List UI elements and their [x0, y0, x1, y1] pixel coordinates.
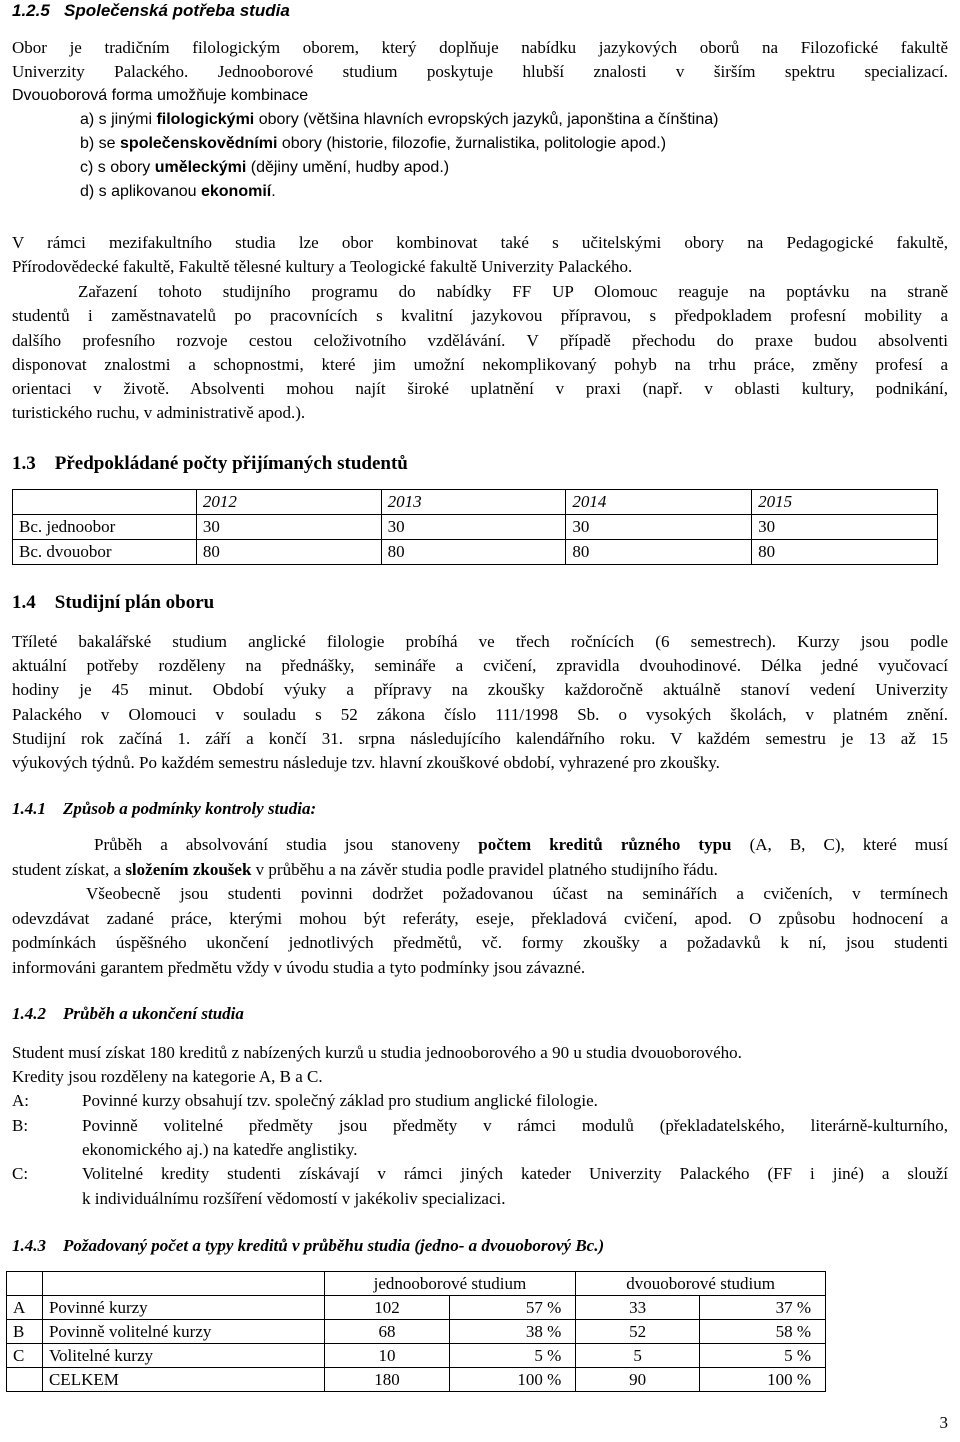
paragraph-line: Univerzity Palackého. Jednooborové studium poskytuje hlubší znalosti v širším spektru specializací. [12, 62, 948, 81]
section-number: 1.3 [12, 453, 36, 474]
category-label-b: B: [12, 1116, 29, 1135]
paragraph-line: Kredity jsou rozděleny na kategorie A, B a C. [12, 1067, 323, 1086]
list-intro: Dvouoborová forma umožňuje kombinace [12, 87, 309, 104]
paragraph-line: Přírodovědecké fakultě, Fakultě tělesné kultury a Teologické fakultě Univerzity Palackého. [12, 257, 633, 276]
section-heading-1-4 [12, 592, 214, 614]
paragraph-line: informováni garantem předmětu vždy v úvodu studia a tyto podmínky jsou závazné. [12, 958, 586, 977]
section-number: 1.2.5 [12, 1, 50, 20]
table-cell: 30 [566, 515, 752, 540]
table-cell: 80 [196, 540, 381, 565]
row-code: C [7, 1344, 43, 1368]
section-heading-1-2-5 [12, 1, 290, 21]
row-code: A [7, 1296, 43, 1320]
table-cell: 58 % [700, 1320, 826, 1344]
table-cell: 52 [576, 1320, 700, 1344]
table-header-row [7, 1272, 826, 1296]
table-cell: 10 [324, 1344, 450, 1368]
paragraph-line: výukových týdnů. Po každém semestru následuje tzv. hlavní zkouškové období, vyhrazené pro zkoušky. [12, 753, 720, 772]
section-heading-1-3 [12, 453, 408, 475]
section-title: Způsob a podmínky kontroly studia: [63, 799, 317, 818]
section-title: Požadovaný počet a typy kreditů v průběhu studia (jedno- a dvouoborový Bc.) [63, 1236, 605, 1255]
paragraph-line: student získat, a složením zkoušek v průběhu a na závěr studia podle pravidel platného studijního řádu. [12, 860, 718, 879]
table-cell: 37 % [700, 1296, 826, 1320]
section-number: 1.4.2 [12, 1004, 46, 1023]
table-cell: 90 [576, 1368, 700, 1392]
column-header-single: jednooborové studium [324, 1272, 576, 1296]
table-cell: 100 % [700, 1368, 826, 1392]
table-cell: 80 [381, 540, 566, 565]
paragraph-line: Studijní rok začíná 1. září a končí 31. srpna následujícího kalendářního roku. V každém semestru je 13 až 15 [12, 729, 948, 748]
table-cell: 33 [576, 1296, 700, 1320]
column-header-double: dvouoborové studium [576, 1272, 826, 1296]
table-corner-cell [13, 490, 197, 515]
paragraph-line: Obor je tradičním filologickým oborem, který doplňuje nabídku jazykových oborů na Filozofické fakultě [12, 38, 948, 57]
table-row [7, 1296, 826, 1320]
paragraph-line: Průběh a absolvování studia jsou stanoveny počtem kreditů různého typu (A, B, C), které musí [94, 835, 948, 854]
category-text-c: k individuálnímu rozšíření vědomostí v jakékoliv specializaci. [82, 1189, 506, 1208]
row-code: B [7, 1320, 43, 1344]
list-item-c: c) s obory uměleckými (dějiny umění, hudby apod.) [80, 159, 450, 176]
table-cell: 100 % [450, 1368, 576, 1392]
table-row [7, 1344, 826, 1368]
row-name: Povinné kurzy [42, 1296, 324, 1320]
paragraph-line: odevzdávat zadané práce, kterými mohou být referáty, eseje, překladová cvičení, apod. O způsobu hodnocení a [12, 909, 948, 928]
category-label-a: A: [12, 1091, 29, 1110]
list-item-b: b) se společenskovědními obory (historie, filozofie, žurnalistika, politologie apod.) [80, 135, 667, 152]
section-title: Studijní plán oboru [54, 592, 215, 613]
section-title: Předpokládané počty přijímaných studentů [54, 453, 408, 474]
paragraph-line: podmínkách úspěšného ukončení jednotlivých předmětů, vč. formy zkoušky a požadavků k ní, jsou studenti [12, 933, 948, 952]
row-label: Bc. dvouobor [13, 540, 197, 565]
section-number: 1.4.3 [12, 1236, 46, 1255]
table-row [7, 1320, 826, 1344]
paragraph-line: aktuální potřeby rozděleny na přednášky, semináře a cvičení, zpravidla dvouhodinové. Délka jedné vyučovací [12, 656, 948, 675]
table-cell: 5 [576, 1344, 700, 1368]
paragraph-line: Palackého v Olomouci v souladu s 52 zákona číslo 111/1998 Sb. o vysokých školách, v platném znění. [12, 705, 948, 724]
section-title: Společenská potřeba studia [63, 1, 290, 20]
paragraph-line: turistického ruchu, v administrativě apod.). [12, 403, 306, 422]
table-cell: 5 % [700, 1344, 826, 1368]
row-name: Povinně volitelné kurzy [42, 1320, 324, 1344]
row-name: Volitelné kurzy [42, 1344, 324, 1368]
year-header: 2015 [752, 490, 938, 515]
year-header: 2014 [566, 490, 752, 515]
category-text-b: ekonomického aj.) na katedře anglistiky. [82, 1140, 358, 1159]
table-cell: 68 [324, 1320, 450, 1344]
row-code [7, 1368, 43, 1392]
table-cell: 30 [196, 515, 381, 540]
paragraph-line: Všeobecně jsou studenti povinni dodržet požadovanou účast na seminářích a cvičeních, v termínech [86, 884, 948, 903]
year-header: 2012 [196, 490, 381, 515]
paragraph-line: V rámci mezifakultního studia lze obor kombinovat také s učitelskými obory na Pedagogické fakultě, [12, 233, 948, 252]
table-cell: 30 [752, 515, 938, 540]
section-title: Průběh a ukončení studia [63, 1004, 244, 1023]
year-header: 2013 [381, 490, 566, 515]
credits-table [6, 1271, 826, 1392]
paragraph-line: studentů i zaměstnavatelů po pracovnících s kvalitní jazykovou přípravou, s předpokladem profesní mobility a [12, 306, 948, 325]
section-heading-1-4-3 [12, 1236, 604, 1256]
paragraph-line: dalšího profesního rozvoje cestou celoživotního vzdělávání. V případě přechodu do praxe budou absolventi [12, 331, 948, 350]
admission-table [12, 489, 938, 565]
paragraph-line: Zařazení tohoto studijního programu do nabídky FF UP Olomouc reaguje na poptávku na straně [78, 282, 948, 301]
table-corner-cell [7, 1272, 43, 1296]
table-cell: 80 [566, 540, 752, 565]
category-label-c: C: [12, 1164, 29, 1183]
page-number: 3 [939, 1413, 948, 1432]
list-item-a: a) s jinými filologickými obory (většina hlavních evropských jazyků, japonština a čínština) [80, 111, 719, 128]
paragraph-line: Student musí získat 180 kreditů z nabízených kurzů u studia jednooborového a 90 u studia dvouoborového. [12, 1043, 742, 1062]
section-number: 1.4 [12, 592, 36, 613]
table-header-row [13, 490, 938, 515]
section-heading-1-4-2 [12, 1004, 244, 1024]
category-text-c: Volitelné kredity studenti získávají v rámci jiných kateder Univerzity Palackého (FF i jiné) a slouží [82, 1164, 948, 1183]
table-cell: 30 [381, 515, 566, 540]
paragraph-line: orientaci v životě. Absolventi mohou najít široké uplatnění v praxi (např. v oblasti kultury, podnikání, [12, 379, 948, 398]
table-cell: 38 % [450, 1320, 576, 1344]
paragraph-line: Tříleté bakalářské studium anglické filologie probíhá ve třech ročnících (6 semestrech). Kurzy jsou podle [12, 632, 948, 651]
table-corner-cell [42, 1272, 324, 1296]
paragraph-line: disponovat znalostmi a schopnostmi, které jim umožní nekomplikovaný pohyb na trhu práce, změny profesí a [12, 355, 948, 374]
section-number: 1.4.1 [12, 799, 46, 818]
table-cell: 57 % [450, 1296, 576, 1320]
row-label: Bc. jednoobor [13, 515, 197, 540]
table-row [13, 540, 938, 565]
table-cell: 102 [324, 1296, 450, 1320]
category-text-a: Povinné kurzy obsahují tzv. společný základ pro studium anglické filologie. [82, 1091, 598, 1110]
category-text-b: Povinně volitelné předměty jsou předměty v rámci modulů (překladatelského, literárně-kulturního, [82, 1116, 948, 1135]
table-row-total [7, 1368, 826, 1392]
table-cell: 5 % [450, 1344, 576, 1368]
list-item-d: d) s aplikovanou ekonomií. [80, 183, 276, 200]
paragraph-line: hodiny je 45 minut. Období výuky a přípravy na zkoušky každoročně aktuálně stanoví vedení Univerzity [12, 680, 948, 699]
row-name: CELKEM [42, 1368, 324, 1392]
section-heading-1-4-1 [12, 799, 316, 819]
table-row [13, 515, 938, 540]
table-cell: 180 [324, 1368, 450, 1392]
table-cell: 80 [752, 540, 938, 565]
